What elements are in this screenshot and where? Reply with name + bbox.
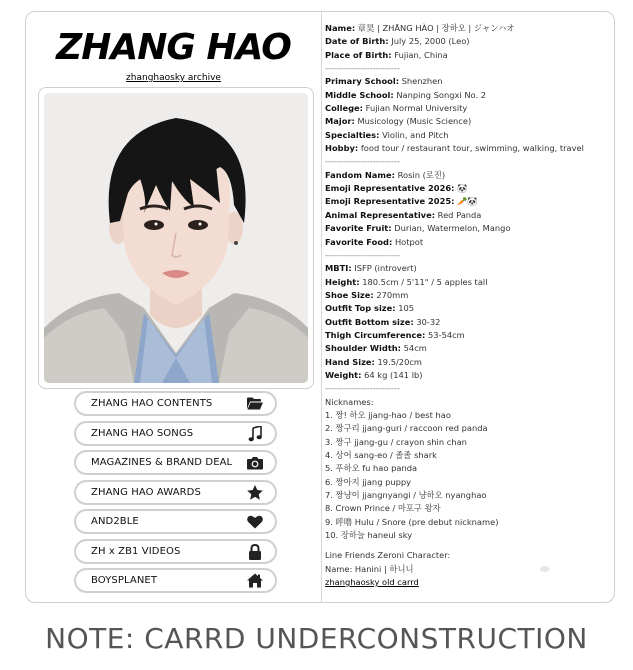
link-text[interactable]: zhanghaosky old carrd xyxy=(325,577,419,588)
field-value: 19.5/20cm xyxy=(377,356,422,367)
field-value: Shenzhen xyxy=(401,76,443,87)
thigh-row xyxy=(325,329,610,342)
left-panel xyxy=(26,12,321,602)
field-label: Emoji Representative 2025: xyxy=(325,196,455,207)
list-item: 5. 푸하오 fu hao panda xyxy=(325,463,418,474)
button-label: AND2BLE xyxy=(91,516,139,527)
field-label: Shoe Size: xyxy=(325,289,374,300)
field-value: Nanping Songxi No. 2 xyxy=(396,89,487,100)
profile-photo-frame xyxy=(38,87,314,389)
list-item: 4. 상어 sang-eo / 졸졸 shark xyxy=(325,450,437,460)
separator: ------------------------- xyxy=(325,63,400,74)
field-value: Hotpot xyxy=(394,236,424,247)
profile-card xyxy=(25,11,615,603)
name-row xyxy=(325,22,610,35)
line-friends-name: Name: Hanini | 하니니 xyxy=(325,563,414,574)
field-label: Weight: xyxy=(325,369,362,380)
field-label: Specialties: xyxy=(325,129,380,140)
field-value: Musicology (Music Science) xyxy=(357,116,472,127)
list-item: 8. Crown Prince / 마포구 왕자 xyxy=(325,503,441,514)
field-value: Violin, and Pitch xyxy=(382,129,449,140)
list-item: 3. 짱구 jjang-gu / crayon shin chan xyxy=(325,436,467,447)
field-label: Animal Representative: xyxy=(325,209,436,220)
field-label: Hobby: xyxy=(325,143,359,154)
star-icon xyxy=(247,485,263,501)
button-label: ZHANG HAO AWARDS xyxy=(91,487,201,498)
profile-info xyxy=(325,22,610,589)
zh-zb1-videos-button[interactable] xyxy=(74,539,277,564)
pob-row xyxy=(325,49,610,62)
separator: ------------------------- xyxy=(325,383,400,394)
animal-row xyxy=(325,209,610,222)
field-label: Height: xyxy=(325,276,360,287)
nicknames-title: Nicknames: xyxy=(325,396,374,407)
major-row xyxy=(325,115,610,128)
list-item: 6. 짱아지 jjang puppy xyxy=(325,476,412,487)
field-label: Middle School: xyxy=(325,89,394,100)
field-value: Fujian Normal University xyxy=(365,103,468,114)
bottom-size-row xyxy=(325,316,610,329)
field-value: Red Panda xyxy=(437,209,482,220)
zhang-hao-contents-button[interactable] xyxy=(74,391,277,416)
list-item: 1. 짱! 하오 jjang-hao / best hao xyxy=(325,409,451,420)
specialties-row xyxy=(325,129,610,142)
field-value: July 25, 2000 (Leo) xyxy=(391,36,470,47)
separator: ------------------------- xyxy=(325,156,400,167)
dob-row xyxy=(325,35,610,48)
fruit-row xyxy=(325,222,610,235)
separator: ------------------------- xyxy=(325,249,400,260)
lock-icon xyxy=(247,544,263,560)
heart-icon xyxy=(247,514,263,530)
list-item: 7. 짱냥이 jjangnyangi / 냥하오 nyanghao xyxy=(325,490,487,501)
field-label: Thigh Circumference: xyxy=(325,329,426,340)
line-friends-title: Line Friends Zeroni Character: xyxy=(325,550,451,561)
field-value: food tour / restaurant tour, swimming, walking, travel xyxy=(360,143,584,154)
food-row xyxy=(325,236,610,249)
field-label: Name: xyxy=(325,23,356,33)
button-label: MAGAZINES & BRAND DEAL xyxy=(91,457,233,468)
emoji-2026-row xyxy=(325,182,610,195)
list-item: 10. 장하늘 haneul sky xyxy=(325,530,413,541)
zhang-hao-awards-button[interactable] xyxy=(74,480,277,505)
decorative-dot xyxy=(540,566,550,572)
profile-photo xyxy=(44,93,308,383)
field-value: Fujian, China xyxy=(394,49,448,60)
field-label: Place of Birth: xyxy=(325,49,392,60)
field-value: Rosin (로진) xyxy=(397,169,446,180)
field-label: Major: xyxy=(325,116,355,127)
magazines-brand-deal-button[interactable] xyxy=(74,450,277,475)
hand-row xyxy=(325,356,610,369)
field-value: 53-54cm xyxy=(428,329,465,340)
page-title: ZHANG HAO xyxy=(56,27,291,68)
field-value: 章昊 | ZHĀNG HÀO | 장하오 | ジャンハオ xyxy=(357,23,515,33)
and2ble-button[interactable] xyxy=(74,509,277,534)
field-label: Favorite Fruit: xyxy=(325,223,392,234)
button-label: ZHANG HAO SONGS xyxy=(91,428,194,439)
field-value: 64 kg (141 lb) xyxy=(364,369,423,380)
button-label: ZH x ZB1 VIDEOS xyxy=(91,546,181,557)
home-icon xyxy=(247,573,263,589)
field-label: College: xyxy=(325,103,363,114)
field-label: Outfit Bottom size: xyxy=(325,316,414,327)
field-label: Shoulder Width: xyxy=(325,343,402,354)
field-label: Fandom Name: xyxy=(325,169,395,180)
zhang-hao-songs-button[interactable] xyxy=(74,421,277,446)
folder-open-icon xyxy=(247,396,263,412)
field-value: 30-32 xyxy=(416,316,441,327)
boysplanet-button[interactable] xyxy=(74,568,277,593)
archive-link[interactable]: zhanghaosky archive xyxy=(126,73,221,83)
field-label: Outfit Top size: xyxy=(325,303,396,314)
carrot-panda-emoji-icon: 🥕🐼 xyxy=(457,196,478,207)
shoulder-row xyxy=(325,342,610,355)
portrait-illustration xyxy=(44,93,308,383)
fandom-row xyxy=(325,169,610,182)
middle-school-row xyxy=(325,89,610,102)
shoe-row xyxy=(325,289,610,302)
field-label: Emoji Representative 2026: xyxy=(325,183,455,194)
camera-icon xyxy=(247,455,263,471)
panda-emoji-icon: 🐼 xyxy=(457,183,468,194)
list-item: 9. 呼噜 Hulu / Snore (pre debut nickname) xyxy=(325,516,499,527)
field-label: Hand Size: xyxy=(325,356,375,367)
college-row xyxy=(325,102,610,115)
field-value: 270mm xyxy=(376,289,409,300)
top-size-row xyxy=(325,302,610,315)
field-value: Durian, Watermelon, Mango xyxy=(394,223,511,234)
hobby-row xyxy=(325,142,610,155)
primary-school-row xyxy=(325,75,610,88)
field-label: Date of Birth: xyxy=(325,36,389,47)
spacer xyxy=(325,542,610,549)
column-divider xyxy=(321,12,322,602)
old-carrd-link[interactable] xyxy=(325,576,610,589)
field-value: 54cm xyxy=(403,343,427,354)
list-item: 2. 짱구리 jjang-guri / raccoon red panda xyxy=(325,423,488,434)
field-value: ISFP (introvert) xyxy=(354,263,417,274)
button-label: ZHANG HAO CONTENTS xyxy=(91,398,213,409)
field-value: 105 xyxy=(398,303,415,314)
weight-row xyxy=(325,369,610,382)
emoji-2025-row xyxy=(325,195,610,208)
field-value: 180.5cm / 5'11" / 5 apples tall xyxy=(362,276,488,287)
music-note-icon xyxy=(247,426,263,442)
field-label: MBTI: xyxy=(325,263,352,274)
footer-note: NOTE: CARRD UNDERCONSTRUCTION xyxy=(45,622,588,655)
field-label: Favorite Food: xyxy=(325,236,393,247)
button-label: BOYSPLANET xyxy=(91,575,158,586)
height-row xyxy=(325,276,610,289)
field-label: Primary School: xyxy=(325,76,400,87)
mbti-row xyxy=(325,262,610,275)
